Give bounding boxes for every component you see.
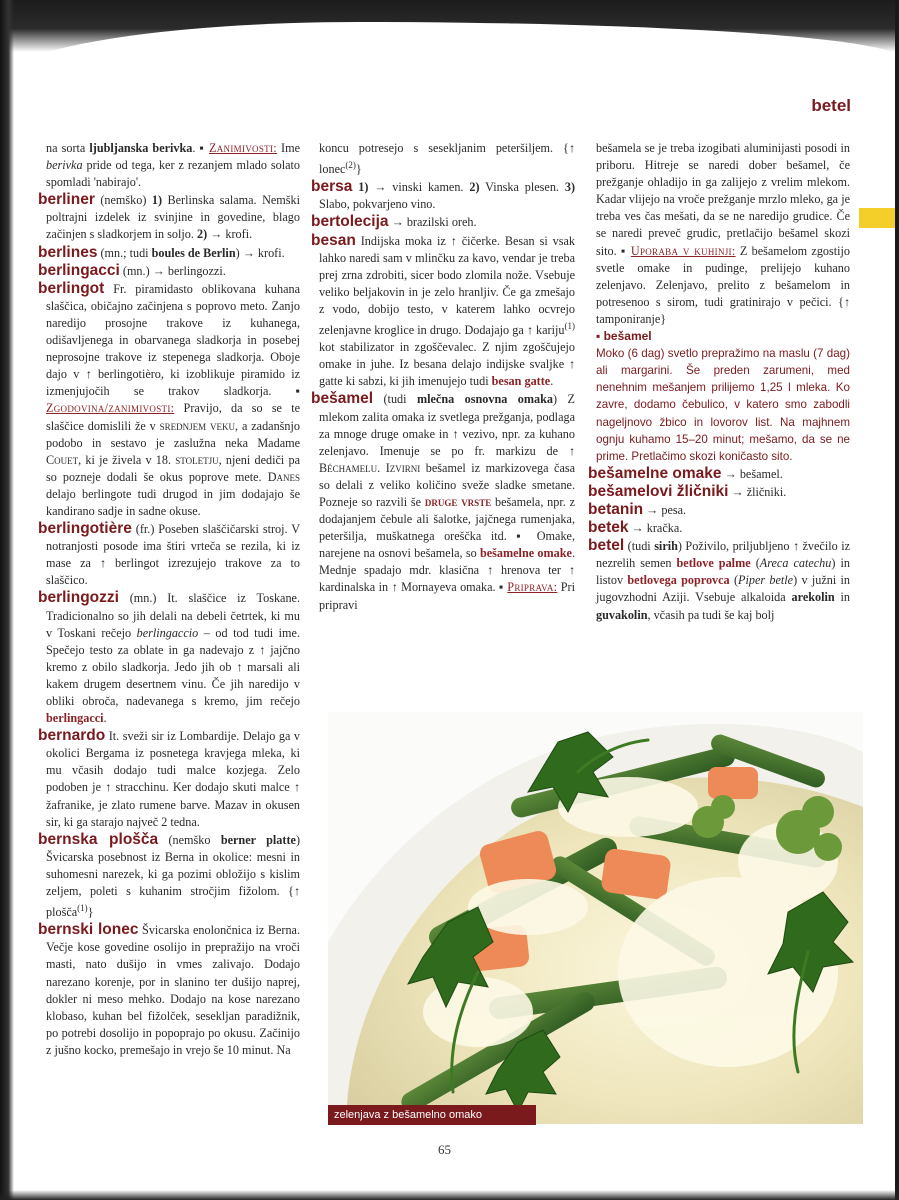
entry-besamelne-omake: bešamelne omake → bešamel. xyxy=(588,464,783,482)
entry-bertolecija: bertolecija → brazilski oreh. xyxy=(311,213,477,231)
scan-shadow-right xyxy=(895,0,899,1200)
entry-bernardo: bernardo It. sveži sir iz Lombardije. Delajo ga v okolici Bergama iz posnetega kravjega mleka, ki mu včasih dodajo tudi malce kozjega. Zelo podoben je ↑ stracchinu. Ker dodajo skuti malce ↑ žafranike, je zlato rumene barve. Mazav in okusen sir, ki ga starajo največ 2 tedna. xyxy=(38,727,300,829)
entry-bersa: bersa 1) → vinski kamen. 2) Vinska plesen. 3) Slabo, pokvarjeno vino. xyxy=(311,178,575,212)
entry-berliner: berliner (nemško) 1) Berlinska salama. Nemški poltrajni izdelek iz svinjine in govedine, blago začinjen s sladkorjem in soljo. 2) → krofi. xyxy=(38,191,300,242)
recipe-text: Moko (6 dag) svetlo prepražimo na maslu (7 dag) ali margarini. Še preden zarumeni, med nenehnim mešanjem prilijemo 1,25 l mleka. Ko zavre, dodamo čebulico, v katero smo zabodli nageljnovo žbico in lovorov list. Na majhnem ognju kuhamo 15–20 minut; mešamo, da se ne prime. Pretlačimo skozi koničasto sito. xyxy=(596,347,850,463)
recipe-title: ▪ bešamel xyxy=(596,329,652,344)
entry-bernska-plosca: bernska plošča (nemško berner platte) Švicarska posebnost iz Berna in okolice: mesni in suhomesni narezek, ki ga pozimi obložijo s kislim zeljem, poleti s kuhanim stročjim fižolom. {↑ plošča$^{(1)}$} xyxy=(38,830,300,920)
headword: bešamelovi žličniki xyxy=(588,482,729,500)
entry-besan: besan Indijska moka iz ↑ čičerke. Besan si vsak lahko naredi sam v mlinčku za kavo, vendar je treba prej zrna zdrobiti, sicer bodo zlomila nože. Vsebuje veliko beljakovin in je zelo hranljiv. Če ga zmešajo z vodo, dobijo testo, v katerem lahko ocvrejo zelenjavne kroglice in drugo. Dodajajo ga ↑ kariju$^{(1)}$ kot stabilizator in zgoščevalec. Z njim zgoščujejo omake in juhe. Iz besana delajo indijske svaljke ↑ gatte ki sabzi, ki jih imenujejo tudi besan gatte. xyxy=(311,231,575,389)
photo-caption: zelenjava z bešamelno omako xyxy=(328,1105,536,1125)
entry-continuation: koncu potresejo s sesekljanim peteršiljem. {↑ lonec$^{(2)}$} xyxy=(319,141,575,177)
entry-berlines: berlines (mn.; tudi boules de Berlin) → krofi. xyxy=(38,243,285,261)
vegetables-illustration xyxy=(328,712,863,1124)
headword: berlingot xyxy=(38,279,105,297)
food-photo xyxy=(328,712,863,1124)
column-1 xyxy=(38,140,300,1059)
entry-berlingotiere: berlingotière (fr.) Poseben slaščičarski stroj. V notranjosti posode ima štiri vrteča se rezila, ki iz mase za ↑ berlingot izrezujejo trakove za to slaščico. xyxy=(38,520,300,588)
headword: bernardo xyxy=(38,727,106,745)
column-3 xyxy=(588,140,850,624)
scan-shadow-bottom xyxy=(0,1190,899,1200)
entry-continuation: na sorta ljubljanska berivka. ▪ Zanimivosti: Ime berivka pride od tega, ker z rezanjem mlado solato spomladi 'nabirajo'. xyxy=(46,141,300,190)
headword: bernski lonec xyxy=(38,921,139,939)
headword: berliner xyxy=(38,191,95,209)
running-head: betel xyxy=(811,96,851,115)
entry-besamel: bešamel (tudi mlečna osnovna omaka) Z mlekom zalita omaka iz svetlega prežganja, podlaga za mnoge druge omake in ↑ vezivo, npr. za kuhano zelenjavo. Imenuje se po fr. markizu de ↑ Béchamelu. Izvirni bešamel iz markizovega časa so delali z veliko količino sveže sladke smetane. Pozneje so razvili še druge vrste bešamela, npr. z dodajanjem čebule ali šalotke, jajčnega rumenjaka, peteršilja, muškatnega oreščka itd. ▪ Omake, narejene na osnovi bešamela, so bešamelne omake. Mednje spadajo mdr. klasična ↑ hrenova ter ↑ kardinalska in ↑ Mornayeva omaka. ▪ Priprava: Pri pripravi xyxy=(311,390,576,612)
page-number: 65 xyxy=(438,1142,451,1157)
headword: bešamelne omake xyxy=(588,464,722,482)
headword: berlines xyxy=(38,243,98,261)
entry-berlingacci: berlingacci (mn.) → berlingozzi. xyxy=(38,261,226,279)
entry-betek: betek → kračka. xyxy=(588,519,683,537)
entry-betanin: betanin → pesa. xyxy=(588,500,687,518)
entry-berlingot: berlingot Fr. piramidasto oblikovana kuhana slaščica, običajno začinjena s poprovo meto. Zanjo naredijo prosojne trakove iz kuhanega, odišavljenega in obarvanega sladkorja in posebej neprosojne trakove iz stepenega sladkorja. Oboje dajo v ↑ berlingotièro, ki izoblikuje piramido iz izmenjujočih se trakov sladkorja. ▪ Zgodovina/zanimivosti: Pravijo, da so se te slaščice domislili že v srednjem veku, a zadanšnjo podobo in sestavo je zaslužna neka Madame Couet, ki je živela v 18. stoletju, njeni dediči pa so pozneje dodali še okus poprove mete. Danes delajo berlingote tudi drugod in jim dodajajo še kandirano sadje in sadne okuse. xyxy=(38,279,300,518)
headword: bersa xyxy=(311,178,353,196)
entry-bernski-lonec: bernski lonec Švicarska enolončnica iz Berna. Večje kose govedine osolijo in prepražijo na vroči masti, nato dušijo in vmes zalivajo. Dodajo narezano korenje, por in slanino ter dušijo naprej, dokler ni meso mehko. Dodajo na kose narezano klobaso, kuhan bel fižolček, sesekljan paradižnik, po potrebi dosolijo in popoprajo po okusu. Začinijo z jušno kocko, premešajo in vrejo še 10 minut. Na xyxy=(38,921,300,1057)
headword: betel xyxy=(588,537,625,555)
entry-berlingozzi: berlingozzi (mn.) It. slaščice iz Toskane. Tradicionalno so jih delali na debeli četrtek, ki mu v Toskani rečejo berlingaccio – od tod tudi ime. Spečejo testo za oblate in ga nadevajo z ↑ jajčno kremo z obilo sladkorja. Jedo jih ob ↑ marsali ali kakem drugem desertnem vinu. Če jih naredijo v obliki obroča, nadevanega s kremo, jim rečejo berlingacci. xyxy=(38,589,300,726)
headword: bernska plošča xyxy=(38,830,159,848)
entry-besamelovi-zlicniki: bešamelovi žličniki → žličniki. xyxy=(588,482,787,500)
entry-betel: betel (tudi sirih) Poživilo, priljubljeno ↑ žvečilo iz nezrelih semen betlove palme (Areca catechu) in listov betlovega poprovca (Piper betle) v južni in jugovzhodni Aziji. Vsebuje alkaloida arekolin in guvakolin, včasih pa tudi še kaj bolj xyxy=(588,537,851,622)
headword: bertolecija xyxy=(311,213,389,231)
headword: bešamel xyxy=(311,390,374,408)
scan-shadow-left xyxy=(0,0,14,1200)
headword: besan xyxy=(311,231,356,249)
thumb-index-tab xyxy=(859,208,895,228)
headword: betanin xyxy=(588,500,644,518)
headword: betek xyxy=(588,519,629,537)
headword: berlingozzi xyxy=(38,589,119,607)
entry-continuation: bešamela se je treba izogibati aluminijasti posodi in priboru. Hitreje se naredi dober bešamel, če prežganje ohladijo in ga zalijejo z vrelim mlekom. Kadar vlijejo na vroče prežganje mrzlo mleko, ga je treba ves čas mešati, da se ne naredijo grudice. Če se naredi preveč grudic, pretlačijo bešamel skozi sito. ▪ Uporaba v kuhinji: Z bešamelom zgostijo svetle omake in pudinge, prelijejo kuhano zelenjavo. Zelenjavo, prelito z bešamelom in potresenoo s sirom, tudi gratinirajo v pečici. {↑ tamponiranje} xyxy=(596,141,850,326)
headword: berlingacci xyxy=(38,261,120,279)
headword: berlingotière xyxy=(38,520,132,538)
column-2 xyxy=(311,140,575,614)
